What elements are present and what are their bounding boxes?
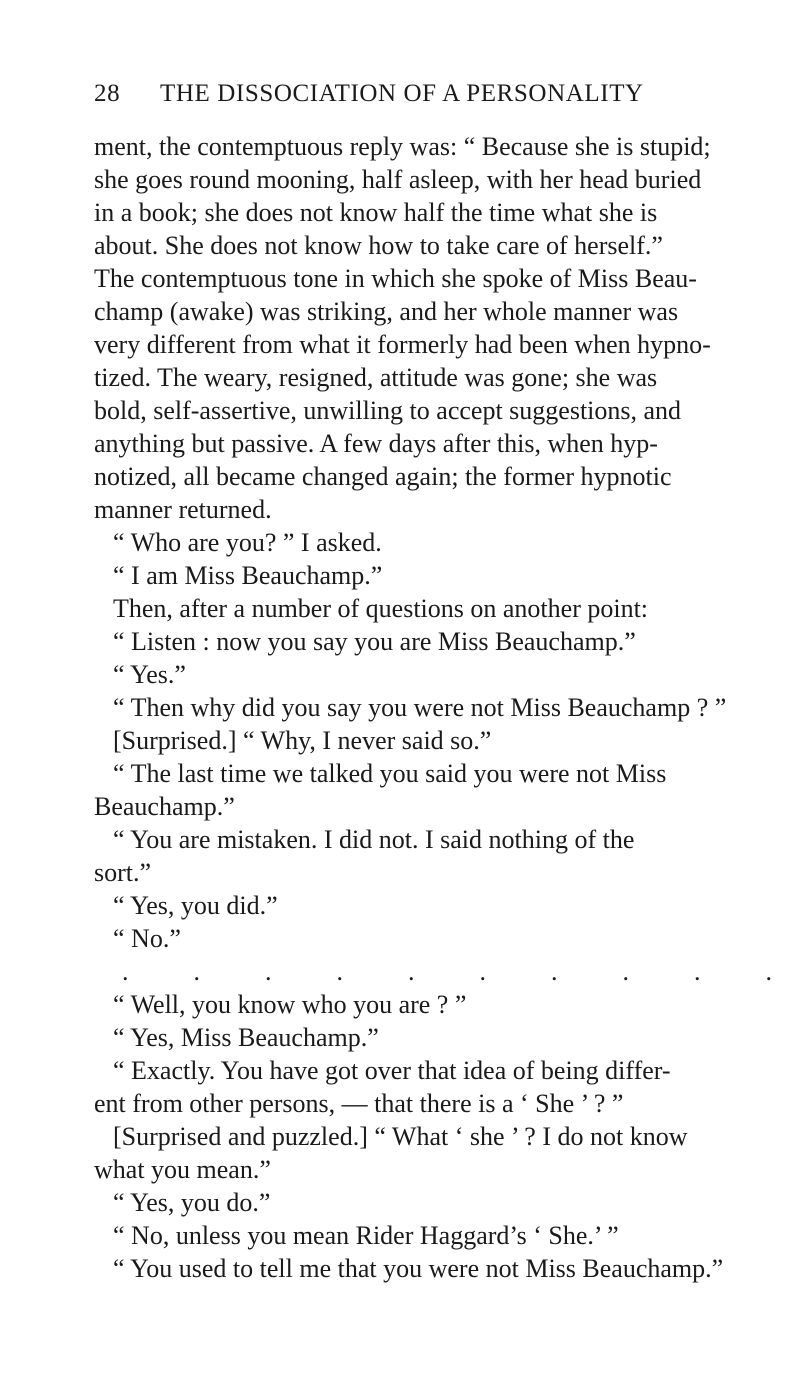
text-line: ent from other persons, — that there is a ‘ She ’ ? ” (94, 1089, 624, 1118)
text-line: [Surprised and puzzled.] “ What ‘ she ’ ? I do not know (113, 1122, 688, 1151)
text-line: very different from what it formerly had been when hypno- (94, 330, 711, 359)
text-line: “ Who are you? ” I asked. (113, 528, 382, 557)
text-line: “ Then why did you say you were not Miss Beauchamp ? ” (113, 693, 727, 722)
running-head (94, 80, 706, 114)
text-line: “ You used to tell me that you were not Miss Beauchamp.” (113, 1254, 724, 1283)
text-line: tized. The weary, resigned, attitude was gone; she was (94, 363, 658, 392)
text-line: “ Well, you know who you are ? ” (113, 990, 467, 1019)
text-line: bold, self-assertive, unwilling to accept suggestions, and (94, 396, 682, 425)
text-line: “ I am Miss Beauchamp.” (113, 561, 383, 590)
body-text (94, 130, 772, 1285)
text-line: Beauchamp.” (94, 792, 235, 821)
text-line: “ The last time we talked you said you were not Miss (113, 759, 667, 788)
text-line: “ Yes.” (113, 660, 186, 689)
text-line: about. She does not know how to take care of herself.” (94, 231, 663, 260)
text-line: “ Listen : now you say you are Miss Beauchamp.” (113, 627, 636, 656)
text-line: “ Yes, you do.” (113, 1188, 271, 1217)
text-line: notized, all became changed again; the former hypnotic (94, 462, 672, 491)
text-line: “ Exactly. You have got over that idea of being differ- (113, 1056, 671, 1085)
ellipsis-row: . . . . . . . . . . (122, 957, 772, 986)
text-line: The contemptuous tone in which she spoke of Miss Beau- (94, 264, 697, 293)
text-line: “ Yes, you did.” (113, 891, 278, 920)
running-title: THE DISSOCIATION OF A PERSONALITY (160, 80, 644, 107)
text-line: ment, the contemptuous reply was: “ Because she is stupid; (94, 132, 711, 161)
text-line: manner returned. (94, 495, 272, 524)
text-line: in a book; she does not know half the time what she is (94, 198, 658, 227)
text-line: what you mean.” (94, 1155, 271, 1184)
text-line: “ Yes, Miss Beauchamp.” (113, 1023, 379, 1052)
page-number: 28 (94, 80, 121, 107)
text-line: [Surprised.] “ Why, I never said so.” (113, 726, 492, 755)
text-line: “ You are mistaken. I did not. I said nothing of the (113, 825, 635, 854)
text-line: champ (awake) was striking, and her whole manner was (94, 297, 679, 326)
text-line: “ No.” (113, 924, 181, 953)
text-line: sort.” (94, 858, 152, 887)
text-line: Then, after a number of questions on another point: (113, 594, 649, 623)
text-line: “ No, unless you mean Rider Haggard’s ‘ She.’ ” (113, 1221, 619, 1250)
text-line: she goes round mooning, half asleep, with her head buried (94, 165, 702, 194)
text-line: anything but passive. A few days after this, when hyp- (94, 429, 658, 458)
